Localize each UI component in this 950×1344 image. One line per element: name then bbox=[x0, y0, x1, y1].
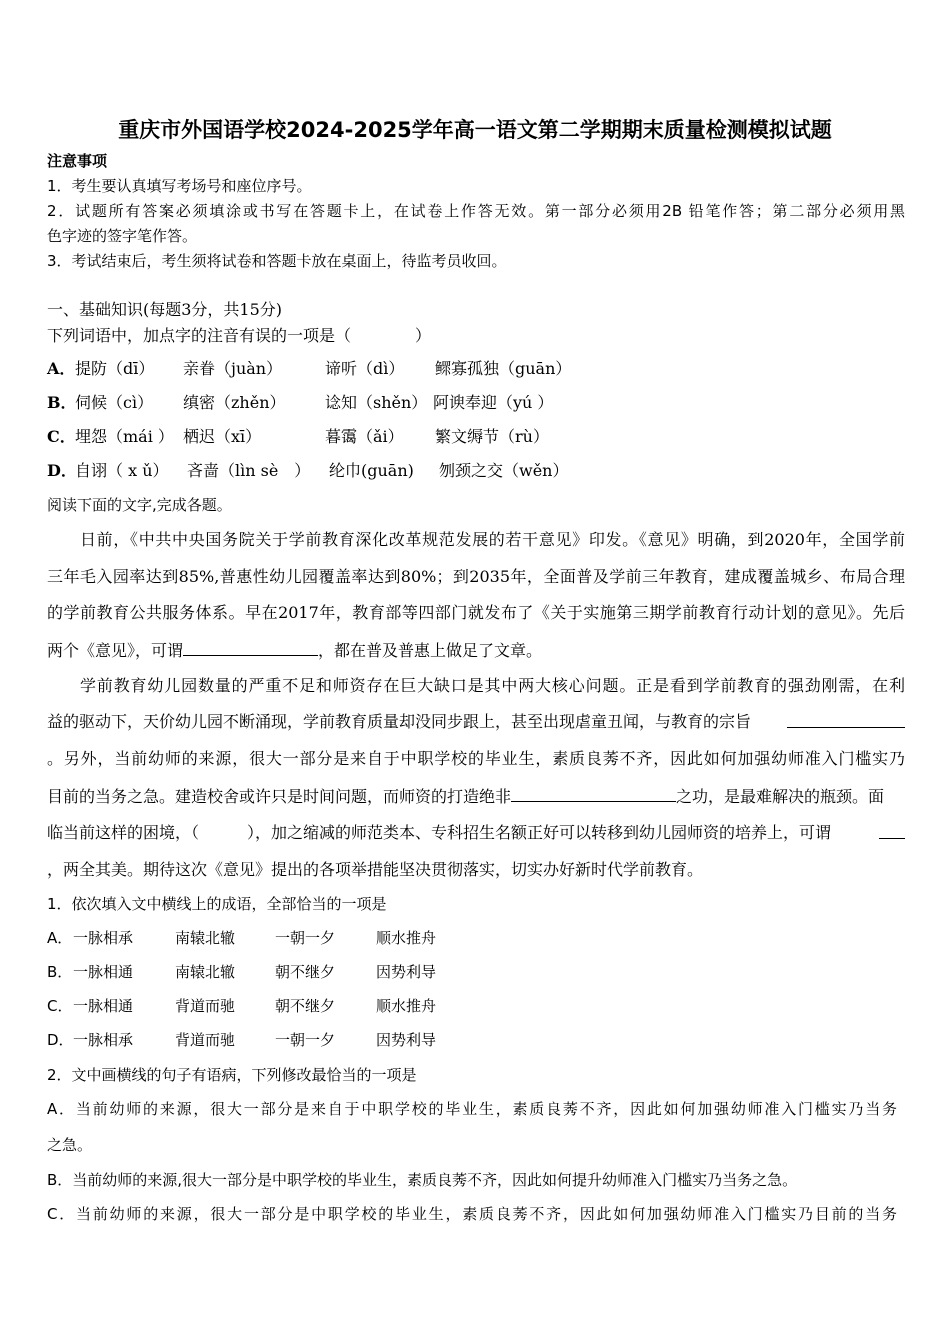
option-line: A．当前幼师的来源，很大一部分是来自于中职学校的毕业生，素质良莠不齐，因此如何加强幼师准入门槛实乃当务 bbox=[47, 1100, 897, 1118]
option-row bbox=[47, 359, 907, 379]
option-item: 提防（dī） bbox=[75, 359, 155, 378]
option-item: 因势利导 bbox=[376, 963, 437, 981]
option-line: B．当前幼师的来源,很大一部分是中职学校的毕业生，素质良莠不齐，因此如何提升幼师准入门槛实乃当务之急。 bbox=[47, 1171, 798, 1189]
passage-text: 目前的当务之急。建造校舍或许只是时间问题，而师资的打造绝非 bbox=[47, 787, 512, 806]
option-label: B． bbox=[47, 393, 77, 412]
option-label: C． bbox=[47, 427, 76, 446]
option-item: 一脉相承 bbox=[73, 1031, 134, 1049]
passage-text: 之功，是最难解决的瓶颈。面 bbox=[676, 787, 885, 806]
option-item: 自诩（ x ǔ） bbox=[75, 461, 169, 480]
passage-line: 日前，《中共中央国务院关于学前教育深化改革规范发展的若干意见》印发。《意见》明确，到2020年，全国学前 bbox=[80, 530, 905, 549]
option-label: A． bbox=[47, 359, 76, 378]
option-item: 繁文缛节（rù） bbox=[435, 427, 549, 446]
reading-instruction: 阅读下面的文字,完成各题。 bbox=[47, 496, 232, 514]
option-item: 背道而驰 bbox=[175, 997, 236, 1015]
option-row bbox=[47, 1030, 547, 1050]
passage-text: 益的驱动下，天价幼儿园不断涌现，学前教育质量却没同步跟上，甚至出现虐童丑闻，与教育的宗旨 bbox=[47, 712, 752, 731]
option-item: 栖迟（xī） bbox=[183, 427, 262, 446]
option-item: 顺水推舟 bbox=[376, 997, 437, 1015]
passage-text: 临当前这样的困境，（ ），加之缩减的师范类本、专科招生名额正好可以转移到幼儿园师资的培养上，可谓 bbox=[47, 823, 832, 842]
option-label: D． bbox=[47, 1031, 74, 1049]
option-item: 亲眷（juàn） bbox=[183, 359, 283, 378]
option-item: 暮霭（ǎi） bbox=[325, 427, 404, 446]
passage-line bbox=[47, 786, 905, 806]
option-item: 一朝一夕 bbox=[275, 929, 336, 947]
option-label: A． bbox=[47, 929, 73, 947]
passage-text: 两个《意见》，可谓 bbox=[47, 641, 184, 660]
option-item: 谛听（dì） bbox=[325, 359, 405, 378]
notice-line: 1．考生要认真填写考场号和座位序号。 bbox=[47, 177, 312, 195]
question-stem: 下列词语中，加点字的注音有误的一项是（ ） bbox=[47, 326, 432, 345]
section-heading: 一、基础知识(每题3分，共15分) bbox=[47, 300, 283, 319]
notice-line: 色字迹的签字笔作答。 bbox=[47, 227, 198, 245]
option-item: 阿谀奉迎（yú ） bbox=[433, 393, 554, 412]
option-row bbox=[47, 962, 547, 982]
passage-line: 。另外，当前幼师的来源，很大一部分是来自于中职学校的毕业生，素质良莠不齐，因此如何加强幼师准入门槛实乃 bbox=[47, 749, 905, 768]
question-stem: 1．依次填入文中横线上的成语，全部恰当的一项是 bbox=[47, 895, 387, 913]
option-line: 之急。 bbox=[47, 1136, 93, 1154]
option-label: D． bbox=[47, 461, 77, 480]
option-row bbox=[47, 928, 547, 948]
option-item: 背道而驰 bbox=[175, 1031, 236, 1049]
option-item: 埋怨（mái ） bbox=[75, 427, 174, 446]
option-row bbox=[47, 461, 907, 481]
option-item: 朝不继夕 bbox=[275, 963, 336, 981]
option-item: 顺水推舟 bbox=[376, 929, 437, 947]
option-item: 一脉相承 bbox=[73, 929, 134, 947]
passage-line bbox=[47, 640, 542, 660]
passage-line: 的学前教育公共服务体系。早在2017年，教育部等四部门就发布了《关于实施第三期学前教育行动计划的意见》。先后 bbox=[47, 603, 905, 622]
option-item: 南辕北辙 bbox=[175, 963, 236, 981]
option-item: 谂知（shěn） bbox=[325, 393, 428, 412]
notice-line: 3．考试结束后，考生须将试卷和答题卡放在桌面上，待监考员收回。 bbox=[47, 252, 507, 270]
option-item: 刎颈之交（wěn） bbox=[439, 461, 569, 480]
option-item: 纶巾(guān) bbox=[329, 461, 414, 480]
option-item: 伺候（cì） bbox=[75, 393, 154, 412]
question-stem: 2．文中画横线的句子有语病，下列修改最恰当的一项是 bbox=[47, 1066, 417, 1084]
passage-line: 学前教育幼儿园数量的严重不足和师资存在巨大缺口是其中两大核心问题。正是看到学前教育的强劲刚需，在利 bbox=[80, 676, 905, 695]
page-title: 重庆市外国语学校2024-2025学年高一语文第二学期期末质量检测模拟试题 bbox=[118, 118, 832, 142]
option-item: 鳏寡孤独（guān） bbox=[435, 359, 572, 378]
fill-blank bbox=[511, 786, 676, 802]
option-item: 朝不继夕 bbox=[275, 997, 336, 1015]
passage-line: 三年毛入园率达到85%,普惠性幼儿园覆盖率达到80%；到2035年，全面普及学前三年教育，建成覆盖城乡、布局合理 bbox=[47, 567, 905, 586]
option-row bbox=[47, 393, 907, 413]
option-item: 吝啬（lìn sè ） bbox=[187, 461, 311, 480]
passage-text: ，都在普及普惠上做足了文章。 bbox=[318, 641, 543, 660]
option-item: 南辕北辙 bbox=[175, 929, 236, 947]
option-item: 一朝一夕 bbox=[275, 1031, 336, 1049]
option-row bbox=[47, 427, 907, 447]
option-label: C． bbox=[47, 997, 73, 1015]
option-line: C．当前幼师的来源，很大一部分是中职学校的毕业生，素质良莠不齐，因此如何加强幼师准入门槛实乃目前的当务 bbox=[47, 1205, 897, 1223]
option-item: 缜密（zhěn） bbox=[183, 393, 286, 412]
passage-line: ，两全其美。期待这次《意见》提出的各项举措能坚决贯彻落实，切实办好新时代学前教育。 bbox=[47, 860, 704, 879]
fill-blank bbox=[787, 712, 905, 728]
notice-line: 2．试题所有答案必须填涂或书写在答题卡上，在试卷上作答无效。第一部分必须用2B 铅笔作答；第二部分必须用黑 bbox=[47, 202, 905, 220]
option-row bbox=[47, 996, 547, 1016]
notice-heading: 注意事项 bbox=[47, 152, 108, 170]
option-label: B． bbox=[47, 963, 73, 981]
option-item: 一脉相通 bbox=[73, 997, 134, 1015]
option-item: 因势利导 bbox=[376, 1031, 437, 1049]
option-item: 一脉相通 bbox=[73, 963, 134, 981]
fill-blank bbox=[879, 823, 905, 839]
fill-blank bbox=[183, 640, 318, 656]
passage-line bbox=[47, 712, 905, 732]
passage-line bbox=[47, 823, 905, 843]
